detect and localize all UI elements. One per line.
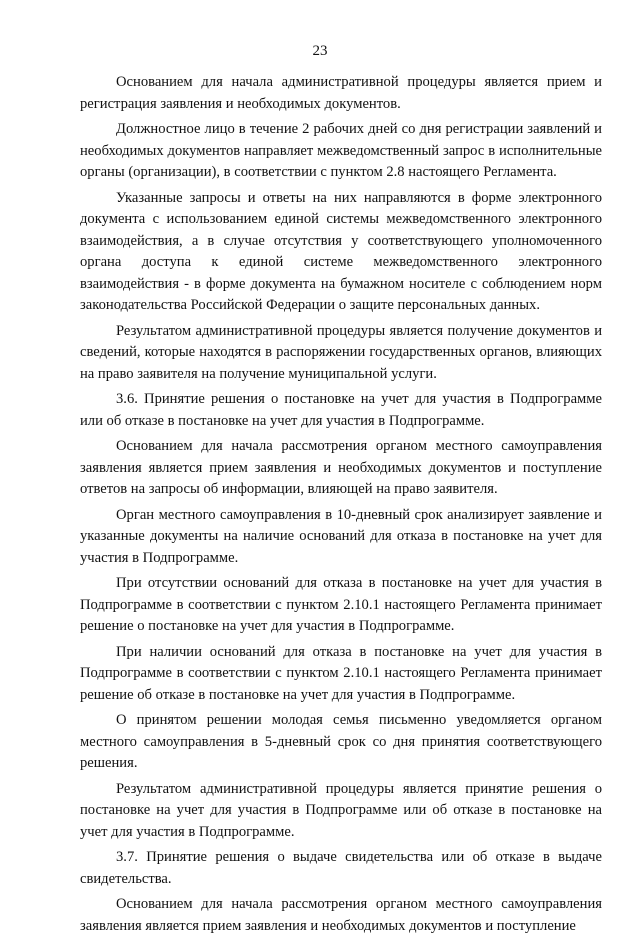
- paragraph-grounds-refusal: При наличии оснований для отказа в постановке на учет для участия в Подпрограмме в соответствии с пунктом 2.10.1 настоящего Регламента принимает решение об отказе в постановке на учет для участия в Подпрограмме.: [80, 643, 602, 703]
- document-body: [80, 72, 602, 937]
- paragraph-result-decision: Результатом административной процедуры является принятие решения о постановке на учет для участия в Подпрограмме или об отказе в постановке на учет для участия в Подпрограмме.: [80, 780, 602, 840]
- paragraph-result-documents: Результатом административной процедуры является получение документов и сведений, которые находятся в распоряжении государственных органов, влияющих на право заявителя на получение муниципальной услуги.: [80, 322, 602, 382]
- section-heading-3-6: 3.6. Принятие решения о постановке на учет для участия в Подпрограмме или об отказе в постановке на учет для участия в Подпрограмме.: [80, 391, 602, 429]
- section-heading-3-7: 3.7. Принятие решения о выдаче свидетельства или об отказе в выдаче свидетельства.: [80, 849, 602, 887]
- paragraph-notification: О принятом решении молодая семья письменно уведомляется органом местного самоуправления в 5-дневный срок со дня принятия соответствующего решения.: [80, 712, 602, 771]
- paragraph-10-day-analysis: Орган местного самоуправления в 10-дневный срок анализирует заявление и указанные документы на наличие оснований для отказа в постановке на учет для участия в Подпрограмме.: [80, 506, 602, 566]
- paragraph-official-request: Должностное лицо в течение 2 рабочих дней со дня регистрации заявлений и необходимых документов направляет межведомственный запрос в исполнительные органы (организации), в соответствии с пунктом 2.8 настоящего Регламента.: [80, 121, 602, 180]
- paragraph-basis-registration: Основанием для начала административной процедуры является прием и регистрация заявления и необходимых документов.: [80, 74, 602, 112]
- paragraph-electronic-requests: Указанные запросы и ответы на них направляются в форме электронного документа с использованием единой системы межведомственного электронного взаимодействия, а в случае отсутствия у соответствующего уполномоченного органа доступа к единой системе межведомственного электронного взаимодействия - в форме документа на бумажном носителе с соблюдением норм законодательства Российской Федерации о защите персональных данных.: [80, 189, 602, 313]
- page-number: 23: [312, 43, 328, 59]
- paragraph-basis-review: Основанием для начала рассмотрения органом местного самоуправления заявления является прием заявления и необходимых документов и поступление ответов на запросы об информации, влияющей на право заявителя.: [80, 438, 602, 497]
- paragraph-no-grounds-decision: При отсутствии оснований для отказа в постановке на учет для участия в Подпрограмме в соответствии с пунктом 2.10.1 настоящего Регламента принимает решение о постановке на учет для участия в Подпрограмме.: [80, 575, 602, 634]
- paragraph-basis-review-continued: Основанием для начала рассмотрения органом местного самоуправления заявления является прием заявления и необходимых документов и поступление: [80, 896, 602, 934]
